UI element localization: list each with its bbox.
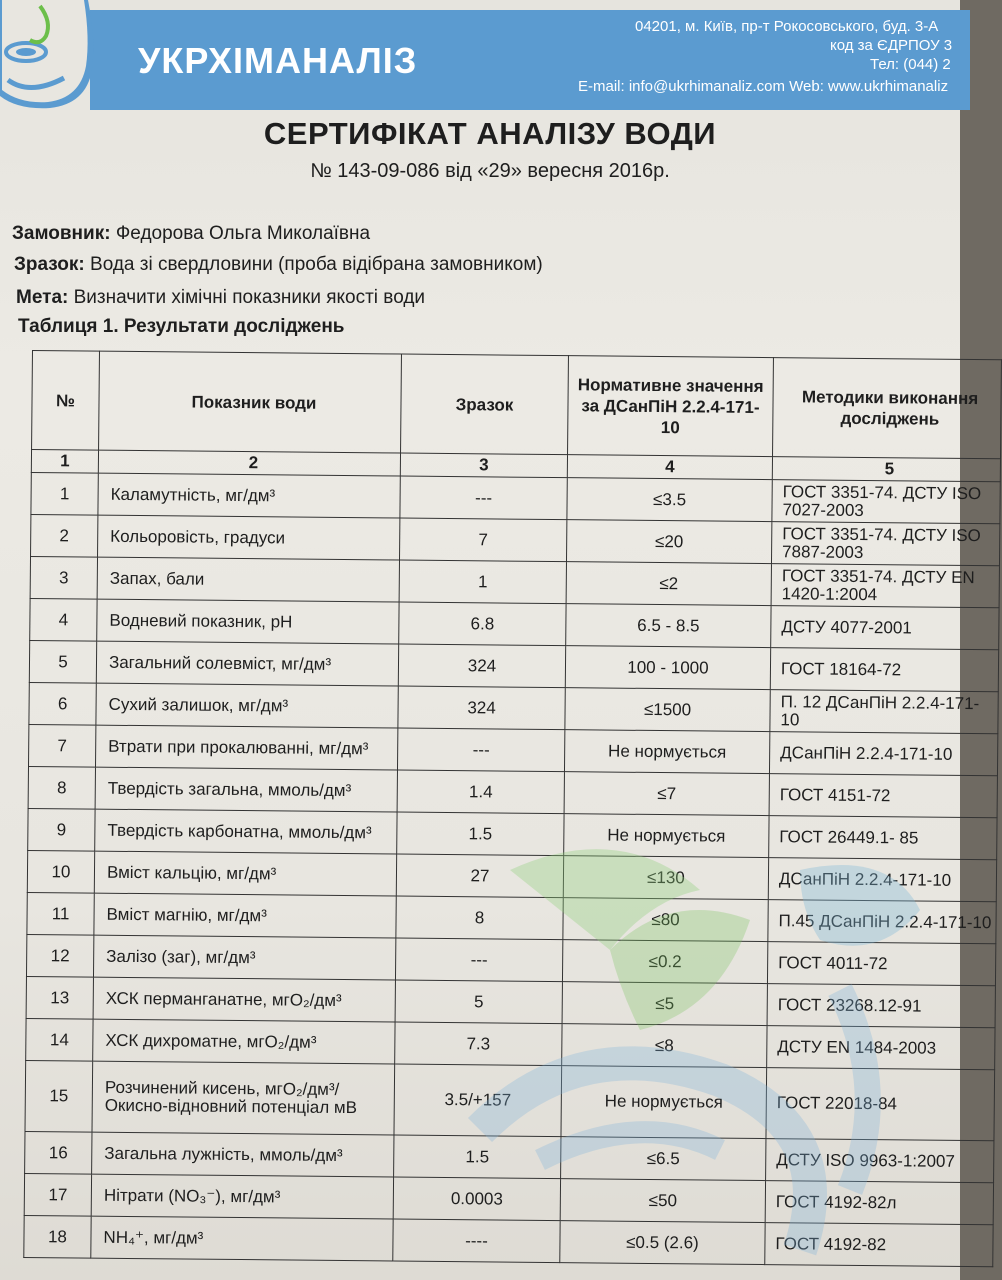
- row-method: ГОСТ 3351-74. ДСТУ ISO 7027-2003: [772, 480, 1000, 524]
- row-number: 18: [24, 1215, 91, 1258]
- row-number: 2: [31, 514, 98, 557]
- row-method: ДСанПіН 2.2.4-171-10: [769, 732, 997, 776]
- row-number: 5: [29, 640, 96, 683]
- row-norm-value: ≤1500: [565, 688, 770, 732]
- row-indicator: Водневий показник, pH: [97, 599, 399, 644]
- row-number: 15: [25, 1060, 93, 1132]
- row-method: ГОСТ 4192-82: [765, 1223, 993, 1267]
- company-address: 04201, м. Київ, пр-т Рокосовського, буд. 3-А: [635, 18, 939, 35]
- row-sample-value: 8: [396, 896, 563, 940]
- row-indicator: Твердість загальна, ммоль/дм³: [95, 767, 397, 812]
- customer-field: [12, 223, 370, 245]
- row-number: 11: [27, 892, 94, 935]
- row-number: 12: [26, 934, 93, 977]
- header-sample: Зразок: [401, 354, 569, 455]
- row-sample-value: 3.5/+157: [394, 1064, 562, 1137]
- row-sample-value: ---: [395, 938, 562, 982]
- row-sample-value: 324: [398, 686, 565, 730]
- row-number: 7: [29, 724, 96, 767]
- water-drop-logo-icon: [0, 0, 110, 112]
- row-method: ДСТУ EN 1484-2003: [767, 1026, 995, 1070]
- results-table: [23, 350, 1002, 1267]
- row-number: 1: [31, 472, 98, 515]
- row-method: ДСТУ ISO 9963-1:2007: [766, 1139, 994, 1183]
- row-norm-value: ≤20: [566, 520, 771, 564]
- row-sample-value: ---: [397, 728, 564, 772]
- column-number: 5: [772, 457, 1000, 482]
- row-norm-value: ≤80: [563, 898, 768, 942]
- row-norm-value: ≤7: [564, 772, 769, 816]
- row-indicator: Твердість карбонатна, ммоль/дм³: [95, 809, 397, 854]
- row-method: ГОСТ 4151-72: [769, 774, 997, 818]
- row-indicator: Каламутність, мг/дм³: [98, 473, 400, 518]
- header-methods: Методики виконання досліджень: [773, 358, 1002, 459]
- row-number: 6: [29, 682, 96, 725]
- row-method: ГОСТ 18164-72: [770, 648, 998, 692]
- row-indicator: Кольоровість, градуси: [98, 515, 400, 560]
- results-table-body: [24, 472, 1000, 1266]
- row-norm-value: ≤0.2: [562, 940, 767, 984]
- row-norm-value: 100 - 1000: [565, 646, 770, 690]
- row-norm-value: ≤3.5: [567, 478, 772, 522]
- row-sample-value: 1: [399, 560, 566, 604]
- row-indicator: Вміст кальцію, мг/дм³: [94, 851, 396, 896]
- header-norm: Нормативне значення за ДСанПіН 2.2.4-171-10: [568, 356, 774, 457]
- row-method: ДСанПіН 2.2.4-171-10: [768, 858, 996, 902]
- column-number: 3: [400, 453, 567, 478]
- table-header-row: [32, 351, 1002, 459]
- row-indicator: Вміст магнію, мг/дм³: [94, 893, 396, 938]
- row-norm-value: ≤6.5: [561, 1137, 766, 1181]
- customer-label: Замовник:: [12, 223, 111, 244]
- row-sample-value: 7: [400, 518, 567, 562]
- row-method: ДСТУ 4077-2001: [771, 606, 999, 650]
- row-sample-value: 1.5: [394, 1135, 561, 1179]
- column-number: 2: [98, 450, 400, 476]
- row-indicator: Запах, бали: [97, 557, 399, 602]
- row-method: П. 12 ДСанПіН 2.2.4-171-10: [770, 690, 998, 734]
- row-indicator: ХСК перманганатне, мгО₂/дм³: [93, 977, 395, 1022]
- row-indicator: Залізо (заг), мг/дм³: [93, 935, 395, 980]
- row-method: П.45 ДСанПіН 2.2.4-171-10: [768, 900, 996, 944]
- row-sample-value: 5: [395, 980, 562, 1024]
- row-sample-value: 6.8: [399, 602, 566, 646]
- purpose-label: Мета:: [16, 287, 69, 308]
- row-sample-value: 324: [398, 644, 565, 688]
- row-indicator: Сухий залишок, мг/дм³: [96, 683, 398, 728]
- company-phone: Тел: (044) 2: [870, 56, 951, 73]
- row-norm-value: ≤5: [562, 982, 767, 1026]
- column-number: 4: [567, 455, 772, 480]
- document-title: СЕРТИФІКАТ АНАЛІЗУ ВОДИ: [263, 116, 717, 151]
- letterhead: [0, 0, 960, 112]
- row-norm-value: ≤0.5 (2.6): [560, 1221, 765, 1265]
- row-number: 9: [28, 808, 95, 851]
- table-row: [25, 1060, 995, 1140]
- row-sample-value: 7.3: [395, 1022, 562, 1066]
- row-number: 3: [30, 556, 97, 599]
- purpose-value: Визначити хімічні показники якості води: [73, 287, 426, 308]
- table-row: [24, 1215, 993, 1266]
- row-method: ГОСТ 4192-82л: [765, 1181, 993, 1225]
- row-sample-value: 1.4: [397, 770, 564, 814]
- table-caption: Таблиця 1. Результати досліджень: [18, 316, 345, 337]
- row-method: ГОСТ 3351-74. ДСТУ ISO 7887-2003: [771, 522, 999, 566]
- purpose-field: [16, 287, 425, 309]
- sample-label: Зразок:: [14, 254, 85, 275]
- row-number: 8: [28, 766, 95, 809]
- row-number: 10: [27, 850, 94, 893]
- company-edrpou: код за ЄДРПОУ 3: [830, 37, 953, 54]
- row-indicator: NH₄⁺, мг/дм³: [91, 1216, 393, 1261]
- row-norm-value: ≤8: [562, 1024, 767, 1068]
- row-norm-value: Не нормується: [561, 1066, 767, 1139]
- row-sample-value: 0.0003: [393, 1177, 560, 1221]
- row-method: ГОСТ 23268.12-91: [767, 984, 995, 1028]
- row-method: ГОСТ 22018-84: [766, 1068, 995, 1141]
- row-number: 17: [24, 1173, 91, 1216]
- row-norm-value: ≤2: [566, 562, 771, 606]
- company-name: УКРХІМАНАЛІЗ: [138, 40, 418, 81]
- certificate-number: № 143-09-086 від «29» вересня 2016р.: [310, 160, 670, 182]
- row-indicator: Розчинений кисень, мгО₂/дм³/Окисно-відновний потенціал мВ: [92, 1061, 395, 1135]
- company-contacts: E-mail: info@ukrhimanaliz.com Web: www.ukrhimanaliz: [578, 78, 949, 95]
- row-number: 14: [26, 1018, 93, 1061]
- row-number: 16: [25, 1131, 92, 1174]
- row-indicator: Нітрати (NO₃⁻), мг/дм³: [91, 1174, 393, 1219]
- row-indicator: Загальний солевміст, мг/дм³: [96, 641, 398, 686]
- customer-value: Федорова Ольга Миколаївна: [115, 223, 371, 244]
- row-sample-value: ---: [400, 476, 567, 520]
- row-norm-value: Не нормується: [564, 814, 769, 858]
- row-method: ГОСТ 26449.1- 85: [769, 816, 997, 860]
- row-sample-value: ----: [393, 1219, 560, 1263]
- row-norm-value: 6.5 - 8.5: [566, 604, 771, 648]
- sample-value: Вода зі свердловини (проба відібрана замовником): [90, 254, 543, 275]
- row-indicator: ХСК дихроматне, мгО₂/дм³: [93, 1019, 395, 1064]
- header-number: №: [32, 351, 100, 451]
- row-norm-value: ≤50: [560, 1179, 765, 1223]
- column-number: 1: [31, 450, 98, 474]
- row-norm-value: Не нормується: [564, 730, 769, 774]
- row-sample-value: 1.5: [397, 812, 564, 856]
- row-indicator: Втрати при прокалюванні, мг/дм³: [95, 725, 397, 770]
- row-number: 13: [26, 976, 93, 1019]
- sample-field: [14, 254, 543, 276]
- row-indicator: Загальна лужність, ммоль/дм³: [92, 1132, 394, 1177]
- row-method: ГОСТ 3351-74. ДСТУ EN 1420-1:2004: [771, 564, 999, 608]
- row-sample-value: 27: [396, 854, 563, 898]
- row-norm-value: ≤130: [563, 856, 768, 900]
- row-number: 4: [30, 598, 97, 641]
- results-table-wrapper: [23, 350, 992, 1267]
- header-indicator: Показник води: [99, 351, 402, 453]
- row-method: ГОСТ 4011-72: [767, 942, 995, 986]
